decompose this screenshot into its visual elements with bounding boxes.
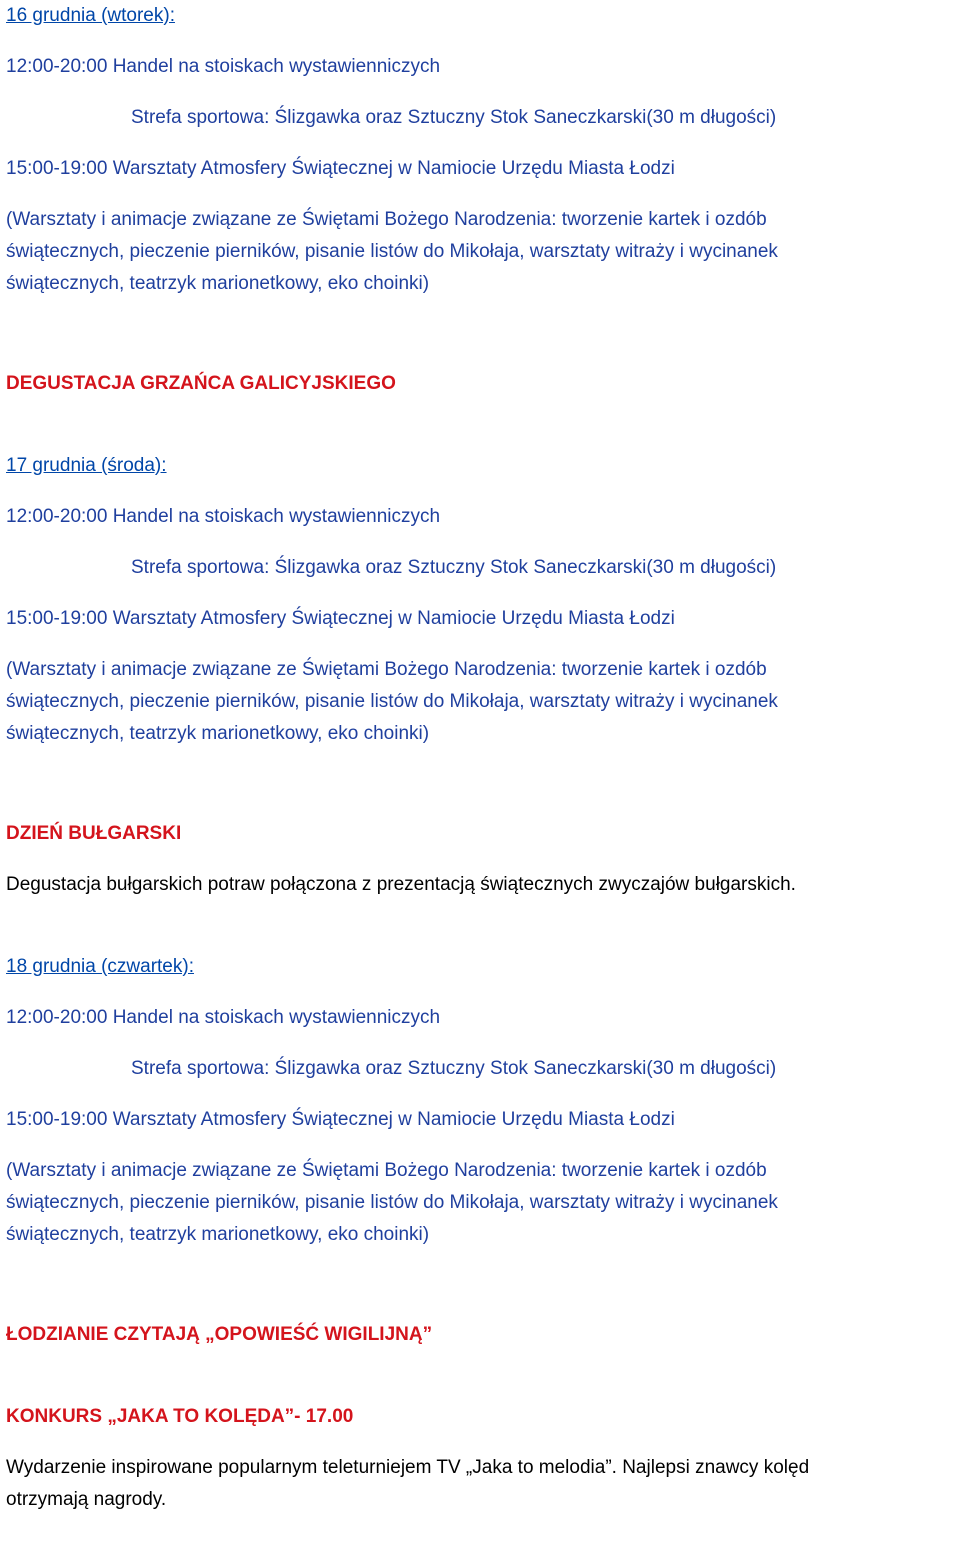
workshops-line: 15:00-19:00 Warsztaty Atmosfery Świątecznej w Namiocie Urzędu Miasta Łodzi (6, 608, 675, 629)
day-section-17 (6, 450, 956, 951)
sport-zone-line: Strefa sportowa: Ślizgawka oraz Sztuczny Stok Saneczkarski(30 m długości) (131, 107, 777, 128)
workshop-details-line: świątecznych, teatrzyk marionetkowy, eko choinki) (6, 1224, 430, 1245)
workshops-line: 15:00-19:00 Warsztaty Atmosfery Świątecznej w Namiocie Urzędu Miasta Łodzi (6, 158, 675, 179)
workshop-details-line: (Warsztaty i animacje związane ze Świętami Bożego Narodzenia: tworzenie kartek i ozdób (6, 1160, 767, 1181)
workshop-details-line: świątecznych, pieczenie pierników, pisanie listów do Mikołaja, warsztaty witraży i wycinanek (6, 1192, 778, 1213)
workshop-details-line: świątecznych, pieczenie pierników, pisanie listów do Mikołaja, warsztaty witraży i wycinanek (6, 241, 778, 262)
workshop-details-line: świątecznych, pieczenie pierników, pisanie listów do Mikołaja, warsztaty witraży i wycinanek (6, 691, 778, 712)
event-title: ŁODZIANIE CZYTAJĄ „OPOWIEŚĆ WIGILIJNĄ” (6, 1324, 433, 1345)
day-heading: 18 grudnia (czwartek): (6, 956, 194, 977)
document-page (6, 0, 956, 1516)
workshops-line: 15:00-19:00 Warsztaty Atmosfery Świątecznej w Namiocie Urzędu Miasta Łodzi (6, 1109, 675, 1130)
event-title: DZIEŃ BUŁGARSKI (6, 823, 182, 844)
sport-zone-line: Strefa sportowa: Ślizgawka oraz Sztuczny Stok Saneczkarski(30 m długości) (131, 557, 777, 578)
trade-line: 12:00-20:00 Handel na stoiskach wystawienniczych (6, 56, 441, 77)
contest-title: KONKURS „JAKA TO KOLĘDA”- 17.00 (6, 1406, 354, 1427)
day-section-16 (6, 0, 956, 450)
workshop-details-line: świątecznych, teatrzyk marionetkowy, eko choinki) (6, 723, 430, 744)
contest-description-line: otrzymają nagrody. (6, 1489, 167, 1510)
day-heading: 17 grudnia (środa): (6, 455, 167, 476)
day-section-18 (6, 951, 956, 1516)
trade-line: 12:00-20:00 Handel na stoiskach wystawienniczych (6, 1007, 441, 1028)
event-title: DEGUSTACJA GRZAŃCA GALICYJSKIEGO (6, 373, 396, 394)
sport-zone-line: Strefa sportowa: Ślizgawka oraz Sztuczny Stok Saneczkarski(30 m długości) (131, 1058, 777, 1079)
workshop-details-line: (Warsztaty i animacje związane ze Świętami Bożego Narodzenia: tworzenie kartek i ozdób (6, 659, 767, 680)
workshop-details-line: świątecznych, teatrzyk marionetkowy, eko choinki) (6, 273, 430, 294)
event-description: Degustacja bułgarskich potraw połączona z prezentacją świątecznych zwyczajów bułgarskich. (6, 874, 796, 895)
contest-description-line: Wydarzenie inspirowane popularnym teleturniejem TV „Jaka to melodia”. Najlepsi znawcy kolęd (6, 1457, 810, 1478)
workshop-details-line: (Warsztaty i animacje związane ze Świętami Bożego Narodzenia: tworzenie kartek i ozdób (6, 209, 767, 230)
trade-line: 12:00-20:00 Handel na stoiskach wystawienniczych (6, 506, 441, 527)
day-heading: 16 grudnia (wtorek): (6, 5, 175, 26)
